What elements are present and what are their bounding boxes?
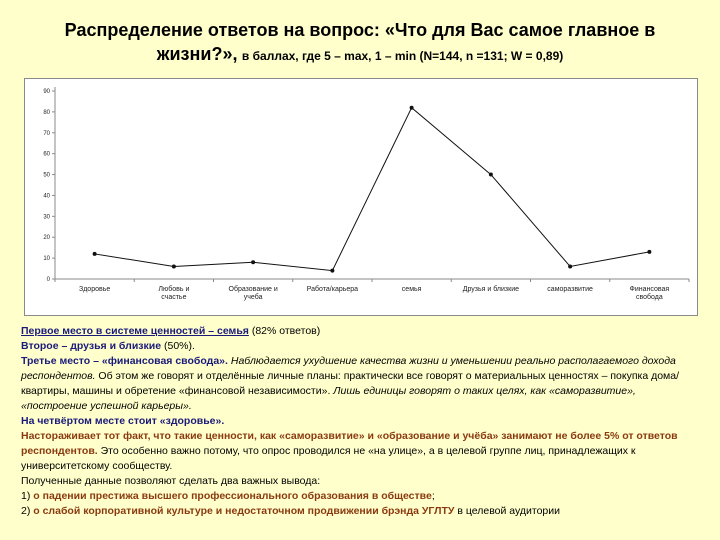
data-point <box>489 173 493 177</box>
x-category-label-line: Финансовая <box>629 286 670 293</box>
title-line-1: Распределение ответов на вопрос: «Что для Вас самое главное в <box>64 20 656 40</box>
conclusions-intro: Полученные данные позволяют сделать два важных вывода: <box>21 475 321 487</box>
slide-title <box>10 18 710 68</box>
third-place-note-2: Лишь единицы говорят о таких целях, как «саморазвитие», «построение успешной карьеры». <box>21 385 636 412</box>
conclusion-1-suffix: ; <box>431 490 435 502</box>
paragraph-second-place <box>21 339 701 354</box>
y-tick-label: 30 <box>43 214 50 221</box>
concern-detail: Это особенно важно потому, что опрос проводился не «на улице», а в целевой группе лиц, принадлежащих к университетскому сообществу. <box>21 445 636 472</box>
x-category-label-line: саморазвитие <box>547 286 593 293</box>
conclusion-2-highlight: о слабой корпоративной культуре и недостаточном продвижении брэнда УГЛТУ <box>33 505 455 517</box>
conclusion-2-suffix: в целевой аудитории <box>454 505 561 517</box>
line-chart <box>24 78 698 316</box>
data-point <box>410 106 414 110</box>
x-category-label-line: Друзья и близкие <box>462 286 520 293</box>
first-place-percent: (82% ответов) <box>248 325 321 337</box>
x-category-label <box>630 286 670 301</box>
x-category-label <box>463 285 519 293</box>
x-category-label <box>158 285 189 301</box>
conclusion-1-highlight: о падении престижа высшего профессионального образования в обществе <box>33 490 432 502</box>
x-category-label-line: учеба <box>243 294 263 301</box>
x-category-label <box>402 286 422 293</box>
data-point <box>330 269 334 273</box>
conclusion-2-prefix: 2) <box>21 505 34 517</box>
y-tick-label: 60 <box>43 151 50 158</box>
third-place-detail: Об этом же говорят и отделённые личные планы: практически все говорят о материальных ценностях – покупка дома/квартиры, машины и обретение «финансовой независимости». <box>21 370 680 397</box>
x-category-label-line: свобода <box>635 294 663 301</box>
paragraph-third-place <box>21 354 701 414</box>
data-point <box>647 250 651 254</box>
x-category-label-line: Работа/карьера <box>306 286 359 293</box>
y-tick-label: 90 <box>43 89 50 95</box>
y-tick-label: 70 <box>43 130 50 137</box>
conclusion-1-prefix: 1) <box>21 490 34 502</box>
concern-highlight: Настораживает тот факт, что такие ценности, как «саморазвитие» и «образование и учёба» занимают не более 5% от ответов респондентов. <box>21 430 678 457</box>
x-category-label <box>307 285 358 293</box>
data-point <box>172 264 176 268</box>
title-line-2 <box>10 42 710 68</box>
title-main-tail: жизни?», <box>156 44 238 64</box>
x-category-label <box>79 286 110 293</box>
first-place-highlight: Первое место в системе ценностей – семья <box>21 325 249 337</box>
y-tick-label: 80 <box>43 109 50 116</box>
second-place-highlight: Второе – друзья и близкие <box>21 340 162 352</box>
second-place-percent: (50%). <box>161 340 195 352</box>
fourth-place-highlight: На четвёртом месте стоит «здоровье». <box>21 415 225 427</box>
title-subtitle: в баллах, где 5 – max, 1 – min (N=144, n =131; W = 0,89) <box>241 49 564 63</box>
paragraph-first-place <box>21 324 701 339</box>
y-tick-label: 10 <box>43 256 50 263</box>
x-category-label-line: семья <box>401 286 422 293</box>
y-tick-label: 0 <box>46 277 50 283</box>
y-tick-label: 20 <box>43 235 50 242</box>
paragraph-conclusions-intro <box>21 474 701 489</box>
x-category-label-line: счастье <box>161 294 187 301</box>
paragraph-fourth-place <box>21 414 701 429</box>
x-category-label <box>229 285 278 301</box>
data-point <box>93 252 97 256</box>
analysis-text <box>21 324 701 519</box>
chart-svg <box>25 79 697 315</box>
data-point <box>251 260 255 264</box>
y-tick-label: 40 <box>43 193 50 200</box>
paragraph-concern <box>21 429 701 474</box>
conclusion-1 <box>21 489 701 504</box>
x-category-label-line: Любовь и <box>158 286 190 293</box>
x-category-label-line: Образование и <box>228 286 278 293</box>
x-category-label-line: Здоровье <box>78 286 111 293</box>
third-place-highlight: Третье место – «финансовая свобода». <box>21 355 228 367</box>
y-tick-label: 50 <box>43 172 50 179</box>
third-place-note: Наблюдается ухудшение качества жизни и уменьшении реально располагаемого дохода респондентов. <box>21 355 676 382</box>
series-line <box>95 108 650 271</box>
data-point <box>568 264 572 268</box>
conclusion-2 <box>21 504 701 519</box>
x-category-label <box>547 286 593 293</box>
